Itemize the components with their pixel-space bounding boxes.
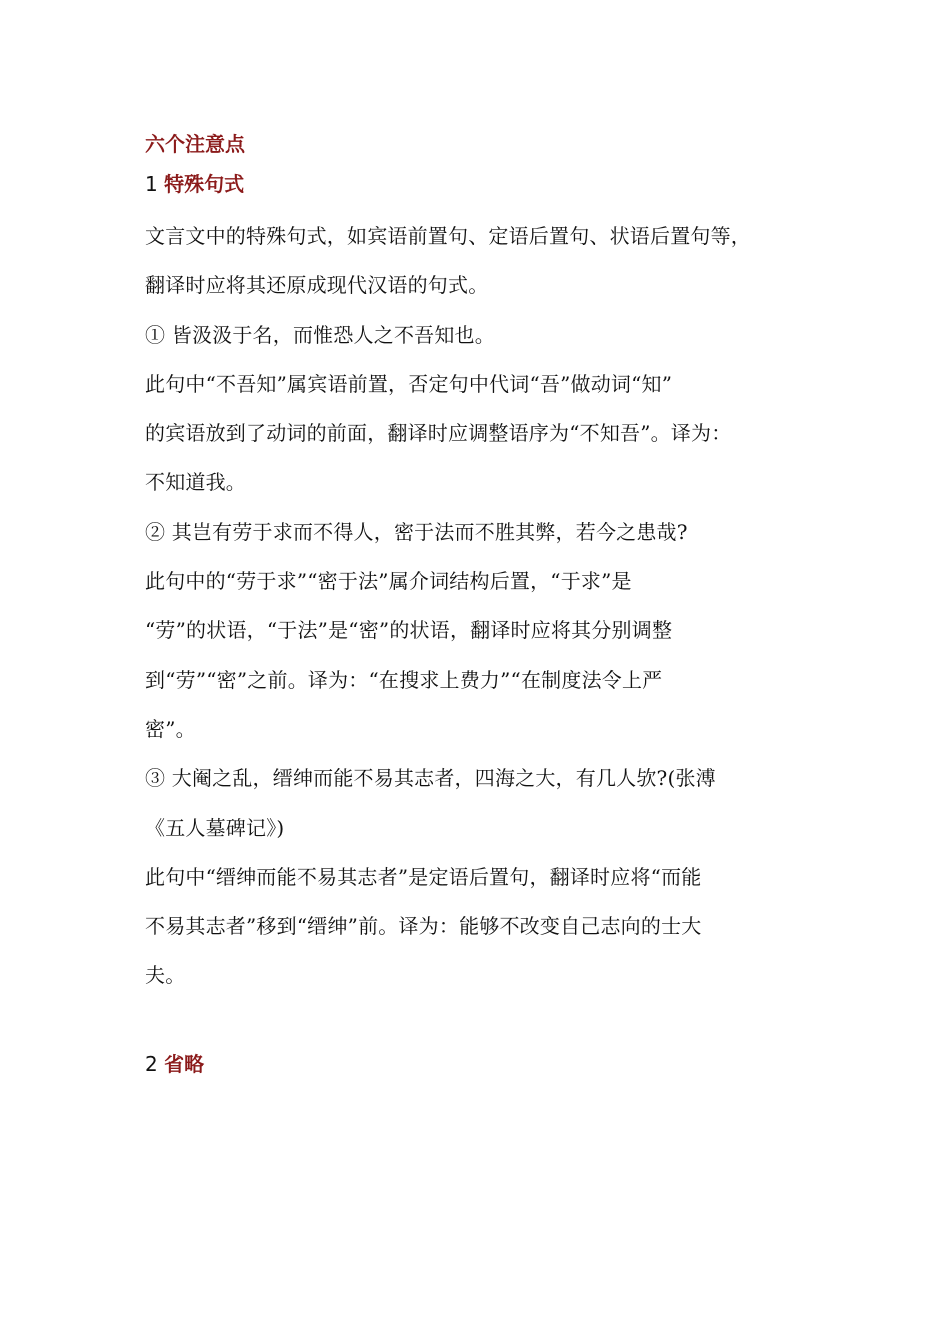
section-heading-2 — [145, 1052, 810, 1092]
paragraph-line: 此句中“缙绅而能不易其志者”是定语后置句，翻译时应将“而能 — [145, 864, 702, 889]
section-1-content — [145, 212, 810, 1001]
paragraph-line: 翻译时应将其还原成现代汉语的句式。 — [145, 273, 489, 298]
example-line: ③ 大阉之乱，缙绅而能不易其志者，四海之大，有几人欤?(张溥 — [145, 766, 716, 791]
document-title: 六个注意点 — [145, 132, 245, 156]
section-spacer — [145, 1001, 810, 1052]
paragraph-line: 此句中的“劳于求”“密于法”属介词结构后置，“于求”是 — [145, 569, 632, 594]
paragraph-line: 不知道我。 — [145, 470, 246, 495]
paragraph-line: 文言文中的特殊句式，如宾语前置句、定语后置句、状语后置句等， — [145, 224, 751, 248]
paragraph-line: 不易其志者”移到“缙绅”前。译为：能够不改变自己志向的士大 — [145, 914, 702, 939]
document-body — [145, 132, 810, 1092]
paragraph-line: 夫。 — [145, 963, 186, 988]
section-number: 2 — [145, 1051, 165, 1076]
example-line: ② 其岂有劳于求而不得人，密于法而不胜其弊，若今之患哉? — [145, 519, 688, 544]
section-heading-1 — [145, 172, 810, 212]
paragraph-line: 《五人墓碑记》) — [145, 815, 285, 840]
paragraph-line: 密”。 — [145, 716, 196, 741]
paragraph-line: 此句中“不吾知”属宾语前置，否定句中代词“吾”做动词“知” — [145, 371, 673, 396]
paragraph-line: 到“劳”“密”之前。译为：“在搜求上费力”“在制度法令上严 — [145, 667, 663, 692]
section-label: 省略 — [164, 1051, 205, 1076]
section-number: 1 — [145, 172, 165, 196]
paragraph-line: 的宾语放到了动词的前面，翻译时应调整语序为“不知吾”。译为： — [145, 421, 732, 446]
paragraph-line: “劳”的状语，“于法”是“密”的状语，翻译时应将其分别调整 — [145, 618, 673, 643]
section-label: 特殊句式 — [164, 172, 245, 196]
example-line: ① 皆汲汲于名，而惟恐人之不吾知也。 — [145, 322, 495, 347]
